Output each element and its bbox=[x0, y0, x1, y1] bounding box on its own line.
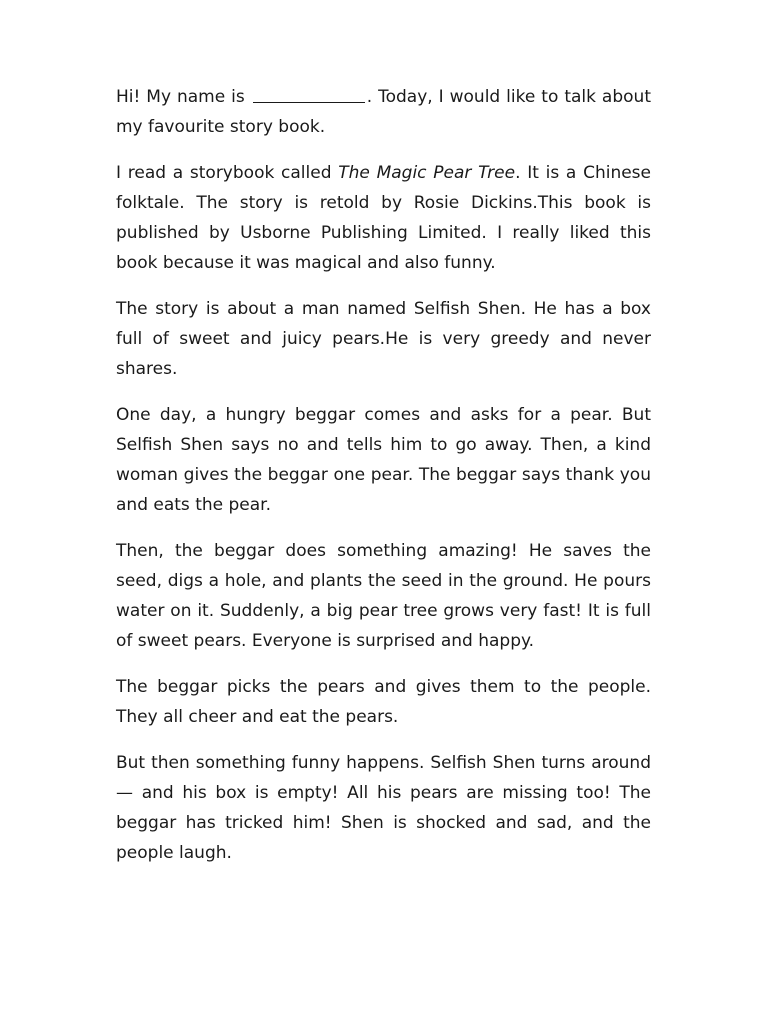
name-blank bbox=[253, 84, 365, 103]
book-title: The Magic Pear Tree bbox=[338, 163, 516, 183]
book-info-text: I read a storybook called bbox=[116, 163, 339, 183]
document-page bbox=[116, 82, 651, 884]
story-paragraph-4: The beggar picks the pears and gives them to the people. They all cheer and eat the pears. bbox=[116, 677, 651, 727]
intro-text-continued: . Today, I would like to talk about my favourite story book. bbox=[116, 87, 651, 137]
book-info-paragraph bbox=[116, 158, 651, 278]
story-paragraph-2: One day, a hungry beggar comes and asks for a pear. But Selfish Shen says no and tells him to go away. Then, a kind woman gives the beggar one pear. The beggar says thank you and eats the pear. bbox=[116, 405, 651, 515]
story-paragraph-3: Then, the beggar does something amazing! He saves the seed, digs a hole, and plants the seed in the ground. He pours water on it. Suddenly, a big pear tree grows very fast! It is full of sweet pears. Everyone is surprised and happy. bbox=[116, 541, 651, 651]
intro-paragraph bbox=[116, 82, 651, 142]
intro-text: Hi! My name is bbox=[116, 87, 245, 107]
story-paragraph-1: The story is about a man named Selfish Shen. He has a box full of sweet and juicy pears.He is very greedy and never shares. bbox=[116, 299, 651, 379]
story-paragraph-5: But then something funny happens. Selfish Shen turns around — and his box is empty! All his pears are missing too! The beggar has tricked him! Shen is shocked and sad, and the people laugh. bbox=[116, 753, 651, 863]
book-info-text-continued: . It is a Chinese folktale. The story is retold by Rosie Dickins.This book is published by Usborne Publishing Limited. I really liked this book because it was magical and also funny. bbox=[116, 163, 651, 273]
